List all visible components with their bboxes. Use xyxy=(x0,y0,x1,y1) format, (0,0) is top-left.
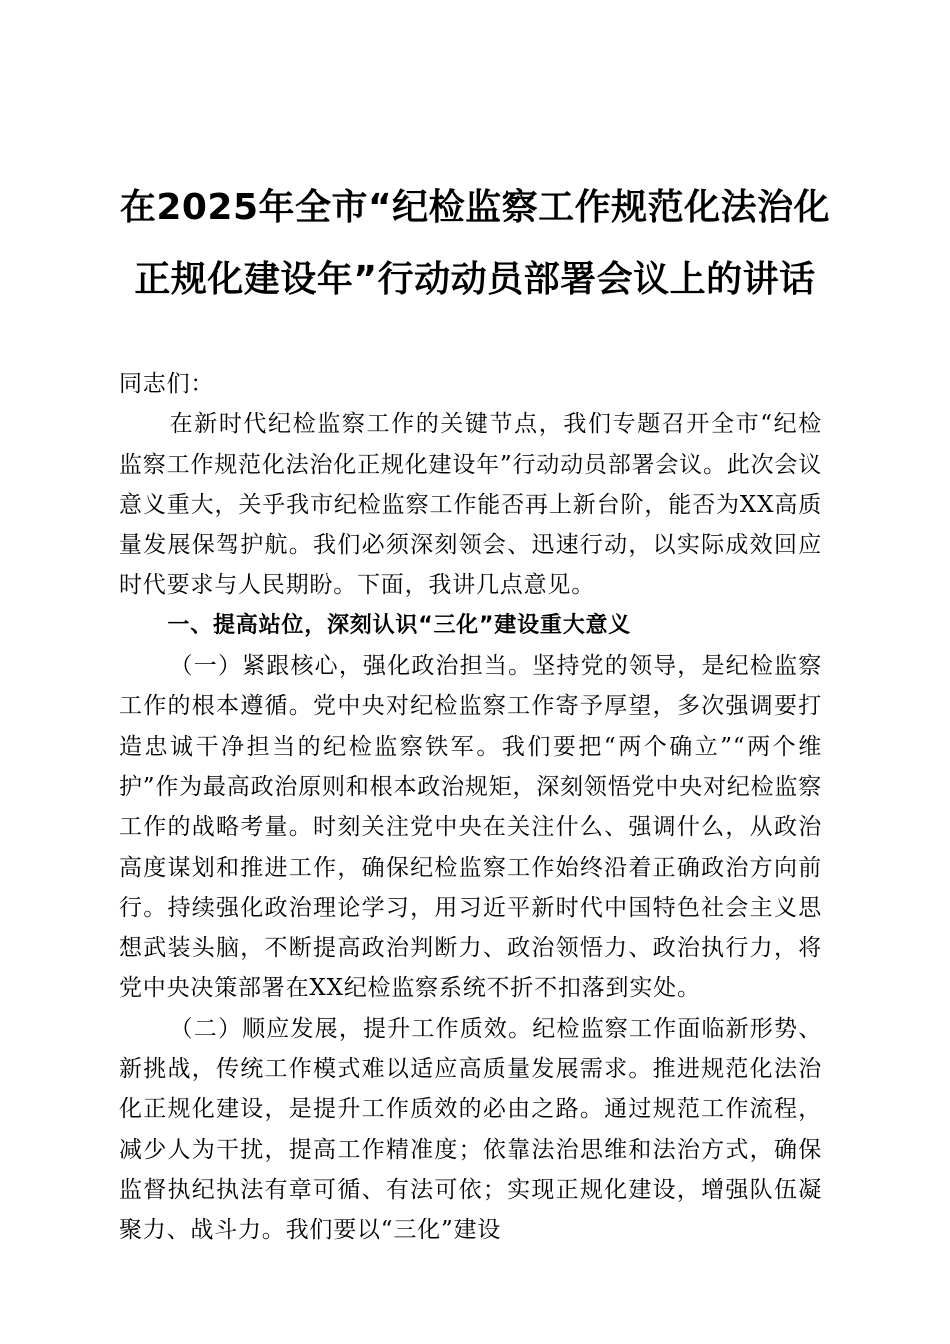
subsection-2-lead: （二）顺应发展，提升工作质效。 xyxy=(169,1015,533,1042)
salutation: 同志们： xyxy=(119,371,215,397)
intro-paragraph: 在新时代纪检监察工作的关键节点，我们专题召开全市“纪检监察工作规范化法治化正规化建设年”行动动员部署会议。此次会议意义重大，关乎我市纪检监察工作能否再上新台阶，能否为XX高质量发展保驾护航。我们必须深刻领会、迅速行动，以实际成效回应时代要求与人民期盼。下面，我讲几点意见。 xyxy=(119,411,822,599)
document-title xyxy=(110,172,840,316)
document-body xyxy=(119,364,822,1251)
subsection-1-body: 坚持党的领导，是纪检监察工作的根本遵循。党中央对纪检监察工作寄予厚望，多次强调要打造忠诚干净担当的纪检监察铁军。我们要把“两个确立”“两个维护”作为最高政治原则和根本政治规矩，深刻领悟党中央对纪检监察工作的战略考量。时刻关注党中央在关注什么、强调什么，从政治高度谋划和推进工作，确保纪检监察工作始终沿着正确政治方向前行。持续强化政治理论学习，用习近平新时代中国特色社会主义思想武装头脑，不断提高政治判断力、政治领悟力、政治执行力，将党中央决策部署在XX纪检监察系统不折不扣落到实处。 xyxy=(119,653,822,1002)
subsection-2-body: 纪检监察工作面临新形势、新挑战，传统工作模式难以适应高质量发展需求。推进规范化法治化正规化建设，是提升工作质效的必由之路。通过规范工作流程，减少人为干扰，提高工作精准度；依靠法治思维和法治方式，确保监督执纪执法有章可循、有法可依；实现正规化建设，增强队伍凝聚力、战斗力。我们要以“三化”建设 xyxy=(119,1015,822,1244)
subsection-1-paragraph xyxy=(119,646,822,1009)
section-1-heading: 一、提高站位，深刻认识“三化”建设重大意义 xyxy=(167,612,632,638)
subsection-1-lead: （一）紧跟核心，强化政治担当。 xyxy=(169,653,533,680)
title-line-1: 在2025年全市“纪检监察工作规范化法治化 xyxy=(119,187,831,228)
title-line-2: 正规化建设年”行动动员部署会议上的讲话 xyxy=(134,259,816,300)
subsection-2-paragraph xyxy=(119,1009,822,1251)
